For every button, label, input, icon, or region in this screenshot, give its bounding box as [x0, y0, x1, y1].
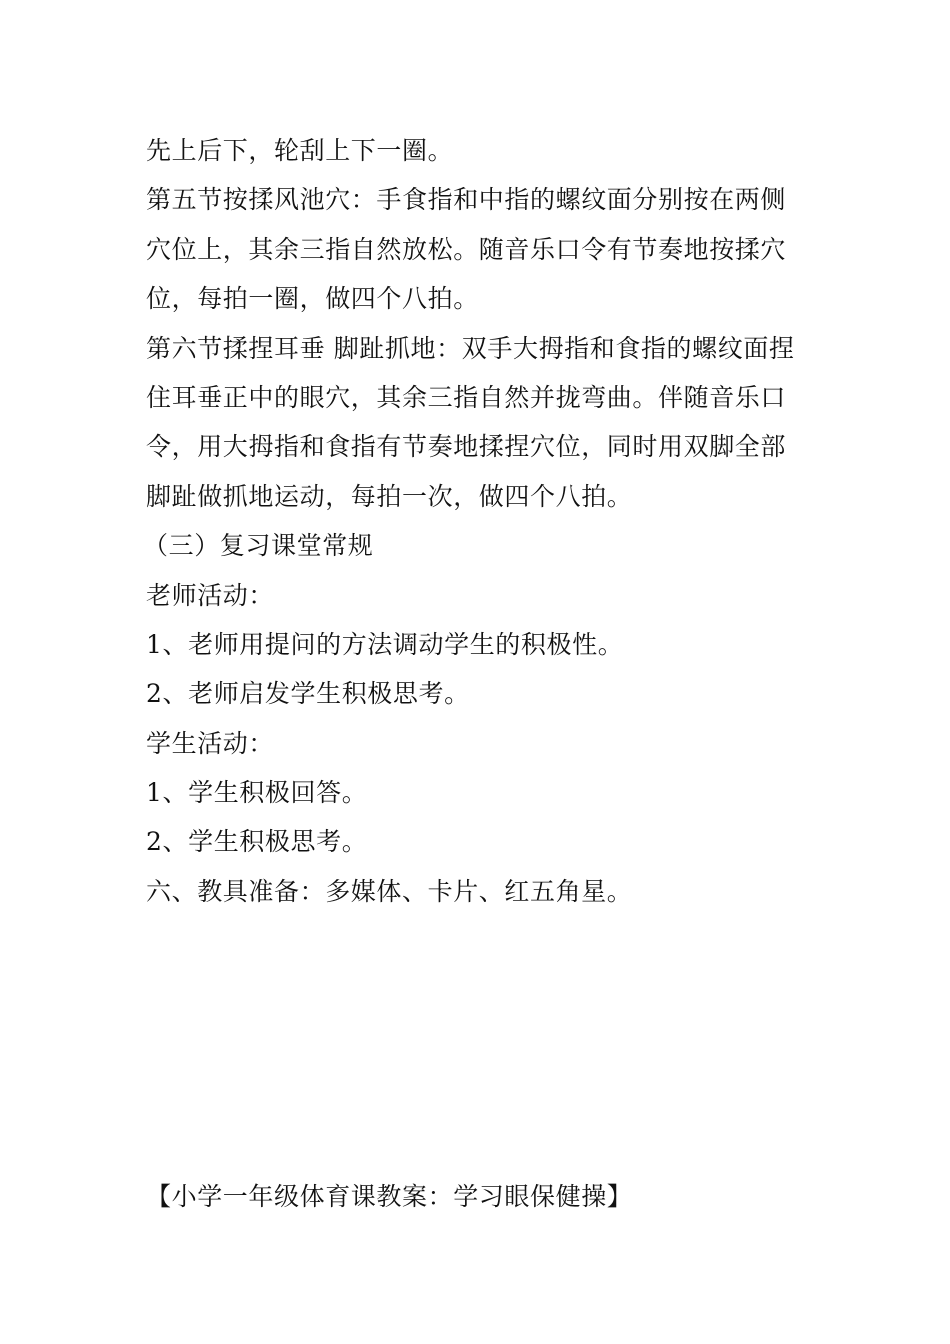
document-body: [143, 126, 818, 916]
paragraph-line: 脚趾做抓地运动，每拍一次，做四个八拍。: [146, 481, 633, 511]
list-item: 2、老师启发学生积极思考。: [146, 679, 470, 709]
paragraph-line: 穴位上，其余三指自然放松。随音乐口令有节奏地按揉穴: [146, 234, 787, 264]
paragraph-line: 第六节揉捏耳垂 脚趾抓地：双手大拇指和食指的螺纹面捏: [146, 333, 795, 363]
paragraph-line: 位，每拍一圈，做四个八拍。: [146, 284, 479, 314]
paragraph-line: 第五节按揉风池穴：手食指和中指的螺纹面分别按在两侧: [146, 185, 787, 215]
footer-title: 【小学一年级体育课教案：学习眼保健操】: [146, 1182, 633, 1211]
list-item: 1、学生积极回答。: [146, 778, 368, 808]
paragraph-line: 令，用大拇指和食指有节奏地揉捏穴位，同时用双脚全部: [146, 432, 787, 462]
subheading-teacher-activity: 老师活动：: [146, 580, 275, 610]
list-item: 2、学生积极思考。: [146, 827, 368, 857]
list-item: 1、老师用提问的方法调动学生的积极性。: [146, 629, 624, 659]
paragraph-line: 先上后下，轮刮上下一圈。: [146, 136, 454, 165]
section-heading: （三）复习课堂常规: [143, 531, 374, 561]
section-heading: 六、教具准备：多媒体、卡片、红五角星。: [146, 876, 633, 906]
subheading-student-activity: 学生活动：: [146, 728, 275, 758]
paragraph-line: 住耳垂正中的眼穴，其余三指自然并拢弯曲。伴随音乐口: [146, 382, 787, 412]
